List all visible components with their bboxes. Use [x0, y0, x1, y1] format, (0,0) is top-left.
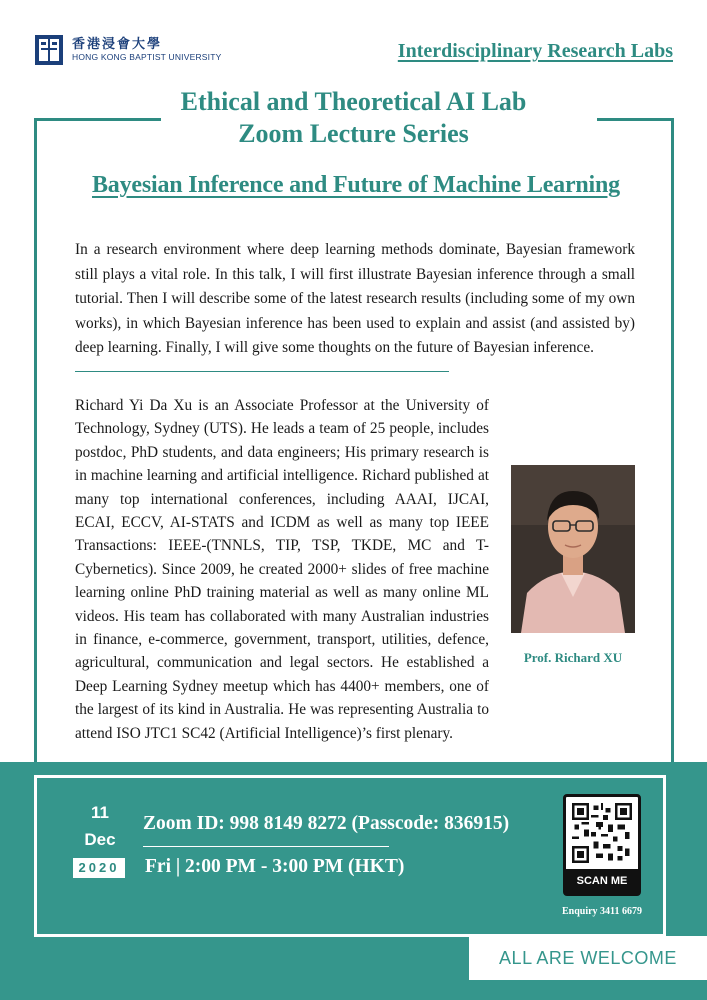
scan-me-label: SCAN ME — [566, 869, 638, 893]
band-divider — [143, 846, 389, 847]
frame-top-left — [34, 118, 161, 121]
university-name-en: HONG KONG BAPTIST UNIVERSITY — [72, 52, 222, 62]
labs-heading: Interdisciplinary Research Labs — [397, 40, 673, 62]
talk-title: Bayesian Inference and Future of Machine Learning — [92, 172, 620, 198]
welcome-text: ALL ARE WELCOME — [499, 948, 677, 968]
event-time: Fri | 2:00 PM - 3:00 PM (HKT) — [145, 856, 405, 877]
section-divider — [75, 371, 449, 372]
university-logo — [34, 33, 222, 67]
qr-code-card[interactable] — [563, 794, 641, 896]
lab-name: Ethical and Theoretical AI Lab — [180, 87, 527, 116]
abstract-text: In a research environment where deep learning methods dominate, Bayesian framework still plays a vital role. In this talk, I will first illustrate Bayesian inference through a small tutorial. Then I will describe some of the latest research results (including some of my own works), in which Bayesian inference has been used to explain and assist (and assisted by) deep learning. Finally, I will give some thoughts on the future of Bayesian inference. — [75, 241, 635, 356]
speaker-bio: Richard Yi Da Xu is an Associate Professor at the University of Technology, Sydney (UTS). He leads a team of 25 people, includes postdoc, PhD students, and data engineers; His primary research is in machine learning and artificial intelligence. Richard published at many top international conferences, including AAAI, IJCAI, ECAI, ECCV, AI-STATS and ICDM as well as many top IEEE Transactions: IEEE-(TNNLS, TIP, TSP, TKDE, MC and T-Cybernetics). Since 2009, he created 2000+ slides of free machine learning online PhD training material as well as many online ML videos. His team has collaborated with many Australian industries in finance, e-commerce, government, transport, utilities, defence, agricultural, communication and legal sectors. He established a Deep Learning Sydney meetup which has 4400+ members, one of the largest of its kind in Australia. He was representing Australia to attend ISO JTC1 SC42 (Artificial Intelligence)’s first plenary. — [75, 397, 489, 742]
event-year: 2020 — [73, 858, 125, 878]
event-month: Dec — [84, 830, 116, 849]
zoom-id: Zoom ID: 998 8149 8272 (Passcode: 836915) — [143, 813, 510, 834]
series-name: Zoom Lecture Series — [238, 119, 469, 148]
welcome-banner — [469, 936, 707, 980]
frame-top-right — [597, 118, 674, 121]
frame-right — [671, 118, 674, 762]
speaker-caption: Prof. Richard XU — [523, 650, 623, 665]
university-name-cn: 香港浸會大學 — [72, 37, 163, 52]
frame-left — [34, 118, 37, 762]
event-day: 11 — [91, 803, 109, 822]
enquiry-phone: Enquiry 3411 6679 — [561, 906, 643, 917]
speaker-photo — [511, 465, 635, 633]
university-crest-icon — [34, 33, 64, 67]
qr-code-icon[interactable] — [572, 803, 632, 863]
